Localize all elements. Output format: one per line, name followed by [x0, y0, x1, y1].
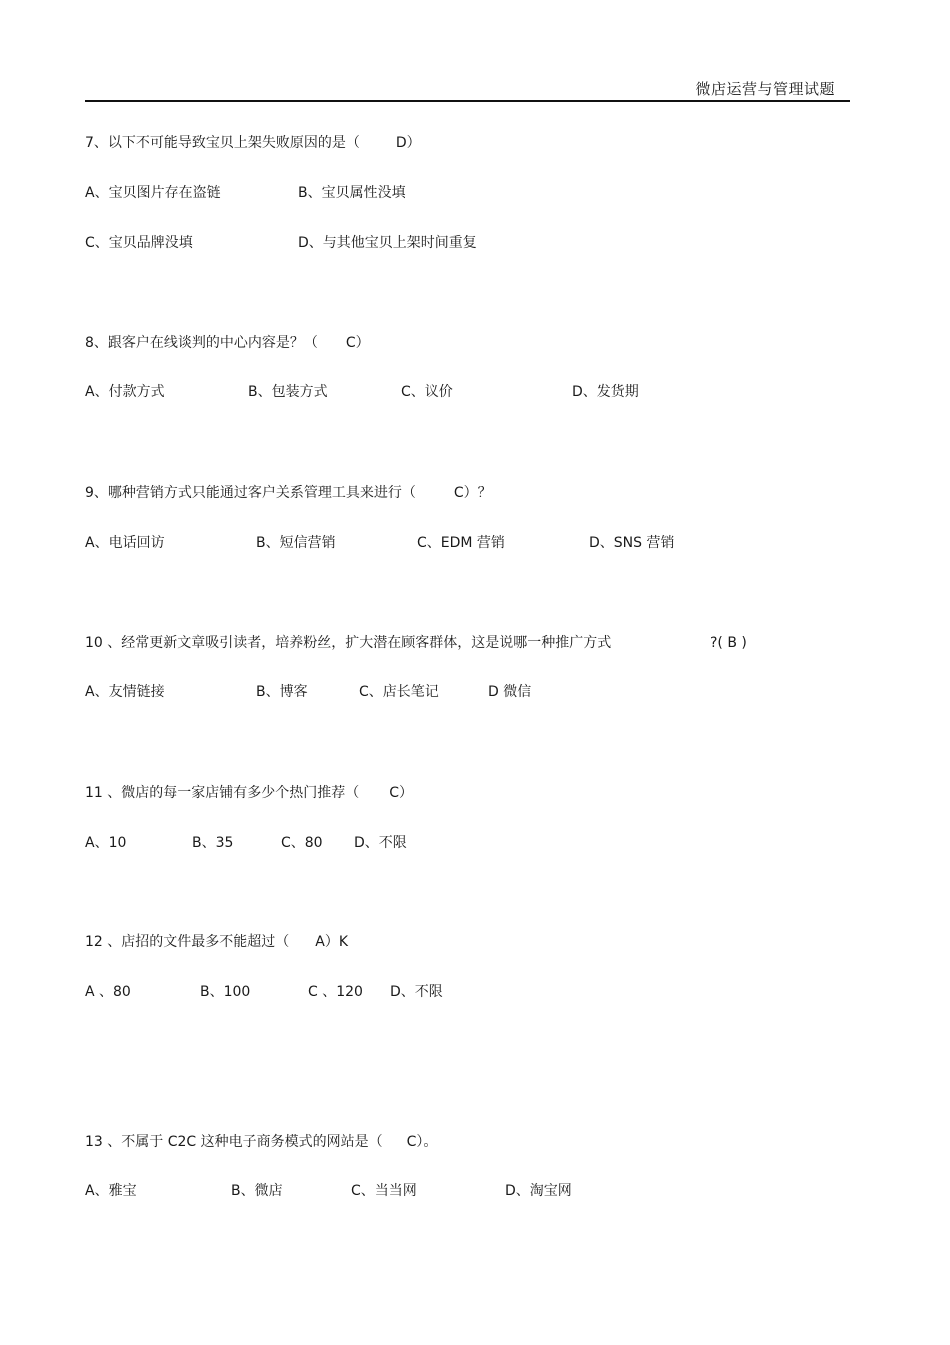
option-b: B、100: [200, 984, 251, 1000]
option-c: C、EDM 营销: [417, 535, 505, 551]
option-b: B、35: [192, 835, 234, 851]
question-answer: C）。: [406, 1134, 438, 1150]
option-c: C 、120: [308, 984, 363, 1000]
option-b: B、微店: [231, 1183, 283, 1199]
question-stem: [85, 484, 492, 502]
option-a: A、10: [85, 835, 127, 851]
question-answer: ?( B ): [710, 635, 747, 651]
question-text: 10 、经常更新文章吸引读者，培养粉丝，扩大潜在顾客群体，这是说哪一种推广方式: [85, 635, 612, 651]
option-a: A、电话回访: [85, 535, 165, 551]
option-d: D、发货期: [572, 384, 639, 400]
option-d: D、不限: [390, 984, 443, 1000]
option-a: A、付款方式: [85, 384, 165, 400]
question-stem: [85, 134, 421, 152]
header-title: 微店运营与管理试题: [695, 80, 835, 98]
question-text: 12 、店招的文件最多不能超过（: [85, 934, 290, 950]
option-d: D 微信: [488, 684, 532, 700]
question-stem: [85, 784, 413, 802]
question-text: 11 、微店的每一家店铺有多少个热门推荐（: [85, 785, 360, 801]
option-a: A 、80: [85, 984, 131, 1000]
question-text: 7、以下不可能导致宝贝上架失败原因的是（: [85, 135, 360, 151]
question-text: 8、跟客户在线谈判的中心内容是？（: [85, 335, 318, 351]
question-stem: [85, 334, 370, 352]
question-answer: D）: [395, 135, 421, 151]
question-stem: [85, 1133, 437, 1151]
option-b: B、宝贝属性没填: [298, 185, 406, 201]
question-answer: C）: [389, 785, 414, 801]
question-answer: C）: [345, 335, 370, 351]
question-answer: C）？: [453, 485, 492, 501]
option-c: C、店长笔记: [359, 684, 439, 700]
option-d: D、不限: [354, 835, 407, 851]
question-answer: A）K: [315, 934, 349, 950]
question-stem: [85, 634, 611, 652]
option-b: B、博客: [256, 684, 308, 700]
option-c: C、80: [281, 835, 323, 851]
header-divider: [85, 100, 850, 102]
option-b: B、短信营销: [256, 535, 336, 551]
option-d: D、与其他宝贝上架时间重复: [298, 235, 477, 251]
question-stem: [85, 933, 348, 951]
option-b: B、包装方式: [248, 384, 328, 400]
option-c: C、当当网: [351, 1183, 417, 1199]
option-c: C、议价: [401, 384, 453, 400]
option-c: C、宝贝品牌没填: [85, 235, 193, 251]
option-a: A、友情链接: [85, 684, 165, 700]
option-d: D、淘宝网: [505, 1183, 572, 1199]
question-text: 9、哪种营销方式只能通过客户关系管理工具来进行（: [85, 485, 416, 501]
option-d: D、SNS 营销: [589, 535, 675, 551]
option-a: A、雅宝: [85, 1183, 137, 1199]
question-text: 13 、不属于 C2C 这种电子商务模式的网站是（: [85, 1134, 383, 1150]
option-a: A、宝贝图片存在盗链: [85, 185, 221, 201]
